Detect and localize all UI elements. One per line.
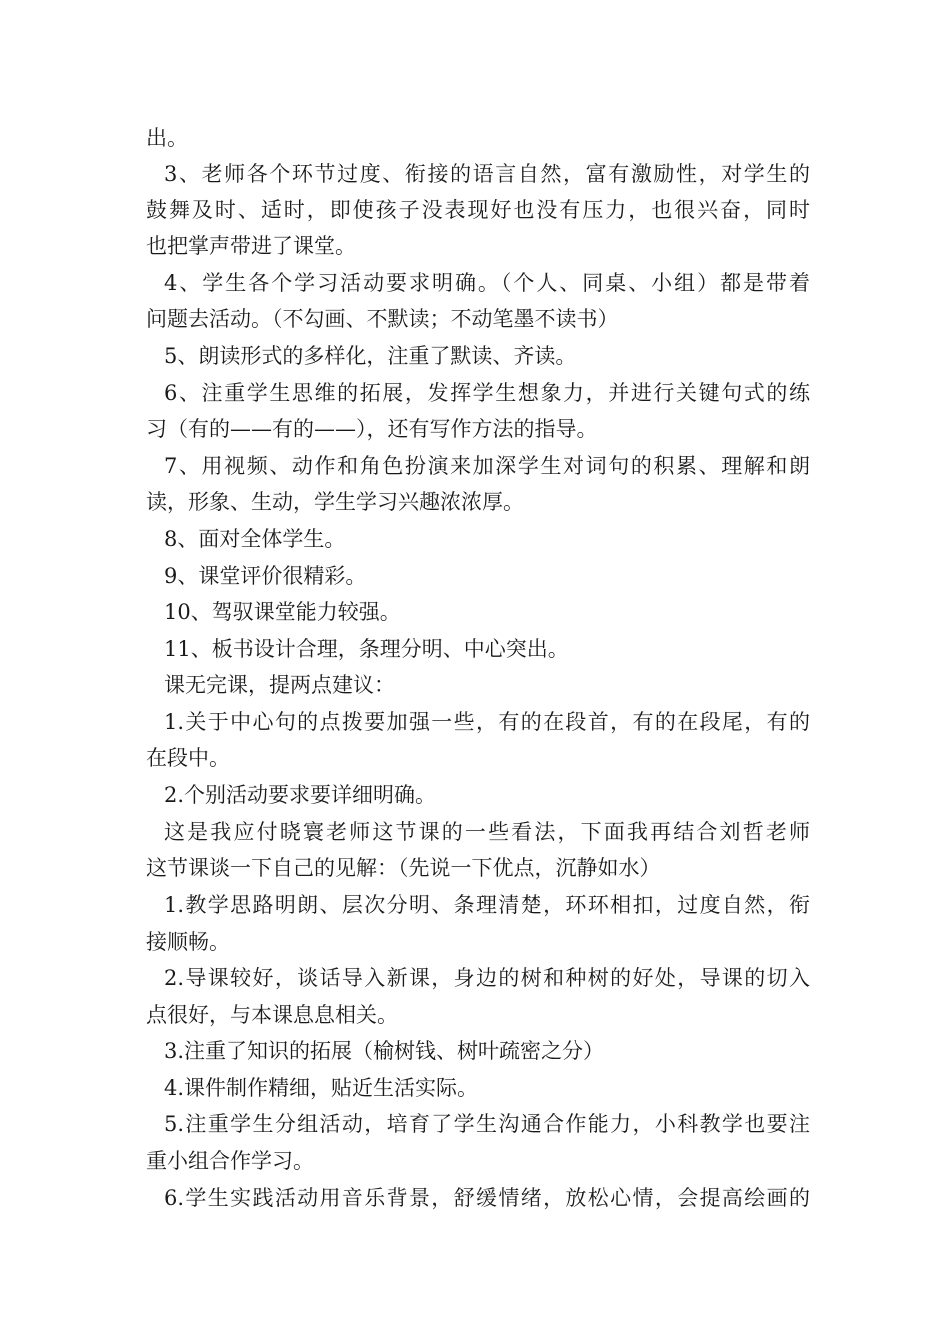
text-line: 点很好，与本课息息相关。 xyxy=(146,1003,398,1027)
text-line: 接顺畅。 xyxy=(146,930,230,954)
text-line: 这是我应付晓寰老师这节课的一些看法，下面我再结合刘哲老师 xyxy=(164,820,810,844)
text-line: 11、板书设计合理，条理分明、中心突出。 xyxy=(164,637,569,661)
text-line: 1.关于中心句的点拨要加强一些，有的在段首，有的在段尾，有的 xyxy=(164,710,810,734)
text-line: 5、朗读形式的多样化，注重了默读、齐读。 xyxy=(164,344,577,368)
text-line: 7、用视频、动作和角色扮演来加深学生对词句的积累、理解和朗 xyxy=(164,454,810,478)
text-line: 问题去活动。（不勾画、不默读；不动笔墨不读书） xyxy=(146,307,619,331)
text-line: 重小组合作学习。 xyxy=(146,1149,314,1173)
text-line: 2.个别活动要求要详细明确。 xyxy=(164,783,437,807)
text-line: 出。 xyxy=(146,126,188,150)
text-line: 4、学生各个学习活动要求明确。（个人、同桌、小组）都是带着 xyxy=(164,271,810,295)
text-line: 课无完课，提两点建议： xyxy=(164,673,395,697)
text-line: 10、驾驭课堂能力较强。 xyxy=(164,600,401,624)
text-line: 9、课堂评价很精彩。 xyxy=(164,564,367,588)
text-line: 也把掌声带进了课堂。 xyxy=(146,234,356,258)
text-line: 鼓舞及时、适时，即使孩子没表现好也没有压力，也很兴奋，同时 xyxy=(146,198,810,222)
text-line: 2.导课较好，谈话导入新课，身边的树和种树的好处，导课的切入 xyxy=(164,966,810,990)
text-line: 读，形象、生动，学生学习兴趣浓浓厚。 xyxy=(146,490,524,514)
text-line: 习（有的——有的——），还有写作方法的指导。 xyxy=(146,417,598,441)
text-line: 4.课件制作精细，贴近生活实际。 xyxy=(164,1076,479,1100)
text-line: 3、老师各个环节过度、衔接的语言自然，富有激励性，对学生的 xyxy=(164,162,810,186)
text-line: 5.注重学生分组活动，培育了学生沟通合作能力，小科教学也要注 xyxy=(164,1112,810,1136)
text-line: 6.学生实践活动用音乐背景，舒缓情绪，放松心情，会提高绘画的 xyxy=(164,1186,810,1210)
text-line: 6、注重学生思维的拓展，发挥学生想象力，并进行关键句式的练 xyxy=(164,381,810,405)
text-line: 8、面对全体学生。 xyxy=(164,527,346,551)
text-line: 3.注重了知识的拓展（榆树钱、树叶疏密之分） xyxy=(164,1039,605,1063)
text-line: 这节课谈一下自己的见解：（先说一下优点，沉静如水） xyxy=(146,856,661,880)
text-line: 1.教学思路明朗、层次分明、条理清楚，环环相扣，过度自然，衔 xyxy=(164,893,810,917)
text-line: 在段中。 xyxy=(146,746,230,770)
